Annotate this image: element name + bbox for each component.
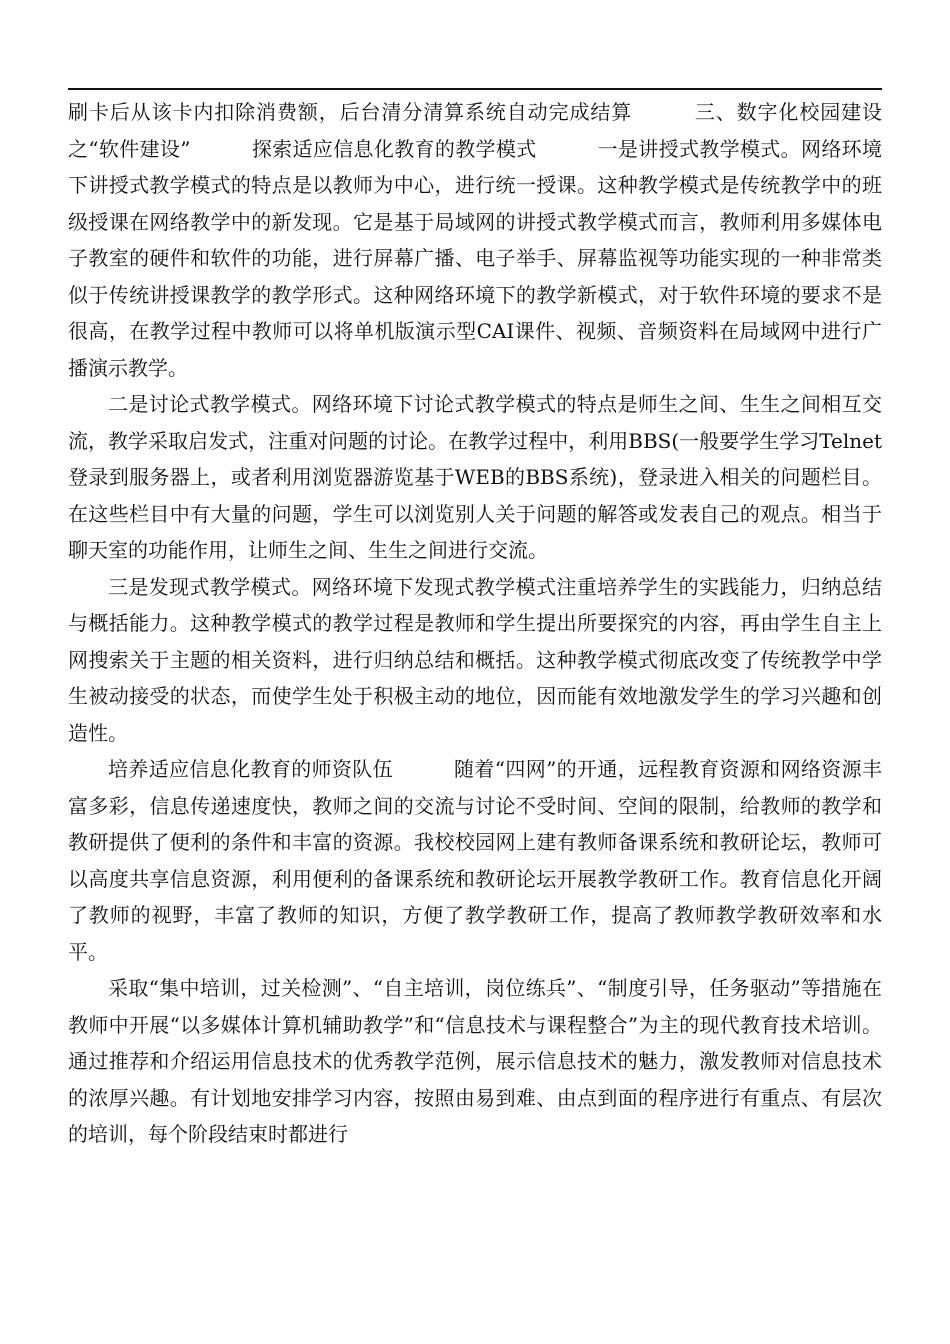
paragraph-teaching-modes-intro: 刷卡后从该卡内扣除消费额，后台清分清算系统自动完成结算 三、数字化校园建设之“软件建设” 探索适应信息化教育的教学模式 一是讲授式教学模式。网络环境下讲授式教学模式的特点是以教师为中心，进行统一授课。这种教学模式是传统教学中的班级授课在网络教学中的新发现。它是基于局域网的讲授式教学模式而言，教师利用多媒体电子教室的硬件和软件的功能，进行屏幕广播、电子举手、屏幕监视等功能实现的一种非常类似于传统讲授课教学的教学形式。这种网络环境下的教学新模式，对于软件环境的要求不是很高，在教学过程中教师可以将单机版演示型CAI课件、视频、音频资料在局域网中进行广播演示教学。 — [68, 100, 882, 380]
paragraph-discovery-mode: 三是发现式教学模式。网络环境下发现式教学模式注重培养学生的实践能力，归纳总结与概括能力。这种教学模式的教学过程是教师和学生提出所要探究的内容，再由学生自主上网搜索关于主题的相关资料，进行归纳总结和概括。这种教学模式彻底改变了传统教学中学生被动接受的状态，而使学生处于积极主动的地位，因而能有效地激发学生的学习兴趣和创造性。 — [68, 574, 882, 745]
paragraph-training-measures: 采取“集中培训，过关检测”、“自主培训，岗位练兵”、“制度引导，任务驱动”等措施在教师中开展“以多媒体计算机辅助教学”和“信息技术与课程整合”为主的现代教育技术培训。通过推荐和介绍运用信息技术的优秀教学范例，展示信息技术的魅力，激发教师对信息技术的浓厚兴趣。有计划地安排学习内容，按照由易到难、由点到面的程序进行有重点、有层次的培训，每个阶段结束时都进行 — [68, 976, 882, 1146]
paragraph-discussion-mode: 二是讨论式教学模式。网络环境下讨论式教学模式的特点是师生之间、生生之间相互交流，教学采取启发式，注重对问题的讨论。在教学过程中，利用BBS(一般要学生学习Telnet登录到服务器上，或者利用浏览器游览基于WEB的BBS系统)，登录进入相关的问题栏目。在这些栏目中有大量的问题，学生可以浏览别人关于问题的解答或发表自己的观点。相当于聊天室的功能作用，让师生之间、生生之间进行交流。 — [68, 392, 882, 562]
header-rule — [68, 88, 882, 90]
document-body — [68, 94, 882, 1153]
paragraph-teacher-training: 培养适应信息化教育的师资队伍 随着“四网”的开通，远程教育资源和网络资源丰富多彩，信息传递速度快，教师之间的交流与讨论不受时间、空间的限制，给教师的教学和教研提供了便利的条件和丰富的资源。我校校园网上建有教师备课系统和教研论坛，教师可以高度共享信息资源，利用便利的备课系统和教研论坛开展教学教研工作。教育信息化开阔了教师的视野，丰富了教师的知识，方便了教学教研工作，提高了教师教学教研效率和水平。 — [68, 757, 882, 964]
